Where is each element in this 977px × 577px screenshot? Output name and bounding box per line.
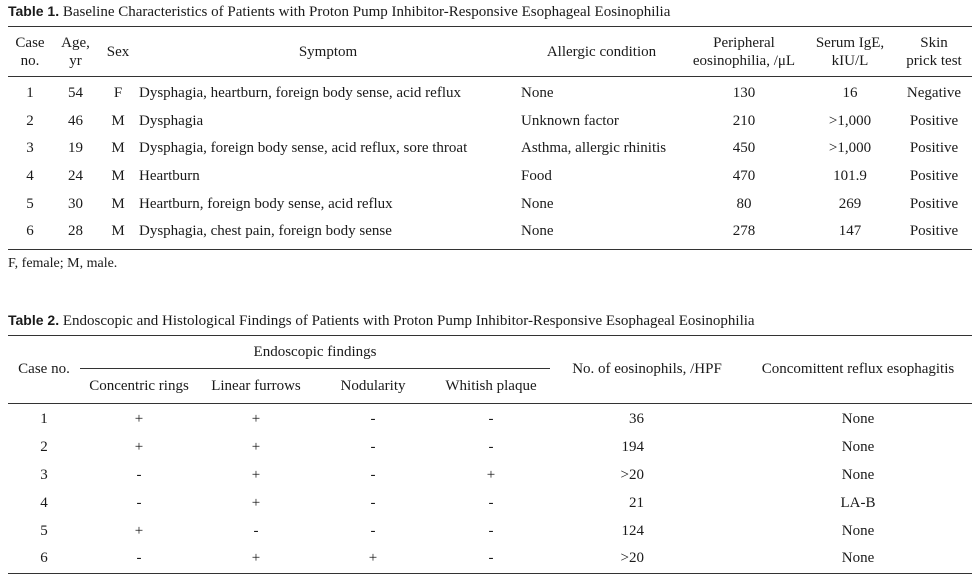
reflux-cell: None: [841, 466, 875, 483]
case-cell: 1: [26, 85, 34, 102]
nodularity-cell: -: [370, 439, 376, 456]
table2-header-endoscopic: Endoscopic findings: [80, 336, 550, 369]
table2-header-case: Case no.: [8, 336, 80, 404]
symptom-cell: Heartburn, foreign body sense, acid reflux: [139, 195, 393, 212]
nodularity-cell: -: [370, 494, 376, 511]
table1: [8, 26, 972, 250]
eosinophils-cell: 36: [629, 411, 644, 428]
table2-header-eosinophils: No. of eosinophils, /HPF: [550, 336, 744, 404]
furrows-cell: +: [251, 411, 261, 428]
allergic-cell: Food: [521, 168, 552, 185]
table-row: [8, 545, 972, 573]
table1-header-sex: Sex: [106, 43, 130, 60]
eosinophilia-cell: 130: [732, 85, 756, 102]
sex-cell: M: [111, 140, 125, 157]
ige-cell: >1,000: [828, 112, 872, 129]
table-row: [8, 135, 972, 163]
table1-header-case: Case no.: [15, 34, 45, 69]
age-cell: 30: [68, 195, 83, 212]
table1-title: Baseline Characteristics of Patients with Proton Pump Inhibitor-Responsive Esophageal Eosinophilia: [62, 4, 671, 20]
case-cell: 3: [40, 466, 48, 483]
skin-cell: Positive: [909, 195, 959, 212]
ige-cell: 101.9: [833, 168, 867, 185]
table2-title: Endoscopic and Histological Findings of Patients with Proton Pump Inhibitor-Responsive Esophageal Eosinophilia: [62, 313, 755, 329]
table-row: [8, 462, 972, 490]
eosinophilia-cell: 80: [736, 195, 752, 212]
table1-header-age: Age, yr: [61, 34, 90, 69]
table1-footnote: F, female; M, male.: [8, 256, 118, 271]
eosinophilia-cell: 470: [732, 168, 756, 185]
nodularity-cell: -: [370, 522, 376, 539]
table1-header-allergic: Allergic condition: [546, 43, 657, 60]
eosinophils-cell: >20: [620, 466, 644, 483]
rings-cell: +: [134, 411, 144, 428]
case-cell: 2: [26, 112, 34, 129]
age-cell: 19: [68, 140, 83, 157]
furrows-cell: -: [253, 522, 259, 539]
reflux-cell: None: [841, 439, 875, 456]
table-row: [8, 163, 972, 191]
table2-label: Table 2.: [8, 312, 60, 328]
case-cell: 4: [40, 494, 48, 511]
eosinophilia-cell: 210: [732, 112, 756, 129]
ige-cell: 16: [842, 85, 858, 102]
nodularity-cell: -: [370, 466, 376, 483]
age-cell: 54: [68, 85, 83, 102]
table2-header-rings: Concentric rings: [89, 377, 189, 394]
case-cell: 1: [40, 411, 48, 428]
symptom-cell: Dysphagia, heartburn, foreign body sense, acid reflux: [139, 85, 461, 102]
age-cell: 46: [68, 112, 83, 129]
symptom-cell: Heartburn: [139, 168, 200, 185]
ige-cell: >1,000: [828, 140, 872, 157]
table1-caption: [8, 3, 670, 21]
sex-cell: M: [111, 195, 125, 212]
skin-cell: Positive: [909, 140, 959, 157]
eosinophilia-cell: 278: [684, 218, 804, 249]
case-cell: 6: [8, 545, 80, 573]
rings-cell: -: [136, 466, 142, 483]
furrows-cell: +: [251, 494, 261, 511]
eosinophils-cell: >20: [550, 545, 744, 573]
sex-cell: M: [111, 168, 125, 185]
skin-cell: Negative: [906, 85, 962, 102]
table1-header-ige: Serum IgE, kIU/L: [815, 34, 885, 69]
table2: [8, 335, 972, 574]
table2-header-plaque: Whitish plaque: [445, 377, 537, 394]
eosinophils-cell: 194: [621, 439, 644, 456]
table2-header-nodularity: Nodularity: [340, 377, 406, 394]
symptom-cell: Dysphagia: [139, 112, 204, 129]
furrows-cell: +: [251, 439, 261, 456]
age-cell: 24: [68, 168, 83, 185]
symptom-cell: Dysphagia, foreign body sense, acid reflux, sore throat: [139, 140, 468, 157]
rings-cell: -: [136, 494, 142, 511]
nodularity-cell: -: [370, 411, 376, 428]
reflux-cell: None: [841, 411, 875, 428]
plaque-cell: +: [486, 466, 496, 483]
case-cell: 3: [26, 140, 34, 157]
table-row: [8, 77, 972, 108]
reflux-cell: None: [841, 522, 875, 539]
eosinophils-cell: 21: [629, 494, 644, 511]
allergic-cell: Asthma, allergic rhinitis: [521, 140, 667, 157]
skin-cell: Positive: [909, 112, 959, 129]
allergic-cell: None: [519, 218, 684, 249]
table2-header-reflux: Concomittent reflux esophagitis: [744, 336, 972, 404]
ige-cell: 269: [838, 195, 862, 212]
plaque-cell: -: [488, 494, 494, 511]
table-row: [8, 404, 972, 434]
furrows-cell: +: [198, 545, 314, 573]
allergic-cell: Unknown factor: [521, 112, 619, 129]
table-row: [8, 517, 972, 545]
symptom-cell: Dysphagia, chest pain, foreign body sense: [137, 218, 519, 249]
table2-header-row-1: [8, 336, 972, 369]
rings-cell: +: [134, 522, 144, 539]
age-cell: 28: [52, 218, 99, 249]
table-row: [8, 108, 972, 136]
nodularity-cell: +: [314, 545, 432, 573]
plaque-cell: -: [432, 545, 550, 573]
allergic-cell: None: [521, 195, 554, 212]
sex-cell: M: [99, 218, 137, 249]
table-row: [8, 489, 972, 517]
case-cell: 6: [8, 218, 52, 249]
rings-cell: +: [134, 439, 144, 456]
rings-cell: -: [80, 545, 198, 573]
skin-cell: Positive: [896, 218, 972, 249]
eosinophilia-cell: 450: [732, 140, 756, 157]
table-row: [8, 190, 972, 218]
plaque-cell: -: [488, 439, 494, 456]
reflux-cell: LA-B: [840, 494, 876, 511]
case-cell: 2: [40, 439, 48, 456]
allergic-cell: None: [521, 85, 554, 102]
table-row: [8, 434, 972, 462]
skin-cell: Positive: [909, 168, 959, 185]
eosinophils-cell: 124: [621, 522, 644, 539]
sex-cell: M: [111, 112, 125, 129]
case-cell: 4: [26, 168, 34, 185]
case-cell: 5: [40, 522, 48, 539]
table2-header-furrows: Linear furrows: [211, 377, 301, 394]
reflux-cell: None: [744, 545, 972, 573]
ige-cell: 147: [804, 218, 896, 249]
furrows-cell: +: [251, 466, 261, 483]
table2-caption: [8, 312, 755, 330]
table1-label: Table 1.: [8, 3, 60, 19]
table1-header-symptom: Symptom: [298, 43, 358, 60]
sex-cell: F: [113, 85, 123, 102]
case-cell: 5: [26, 195, 34, 212]
table-row: [8, 218, 972, 249]
plaque-cell: -: [488, 411, 494, 428]
table1-header-eosinophilia: Peripheral eosinophilia, /μL: [692, 34, 796, 69]
table1-header-row: [8, 27, 972, 77]
table1-header-skin: Skin prick test: [906, 34, 962, 69]
plaque-cell: -: [488, 522, 494, 539]
